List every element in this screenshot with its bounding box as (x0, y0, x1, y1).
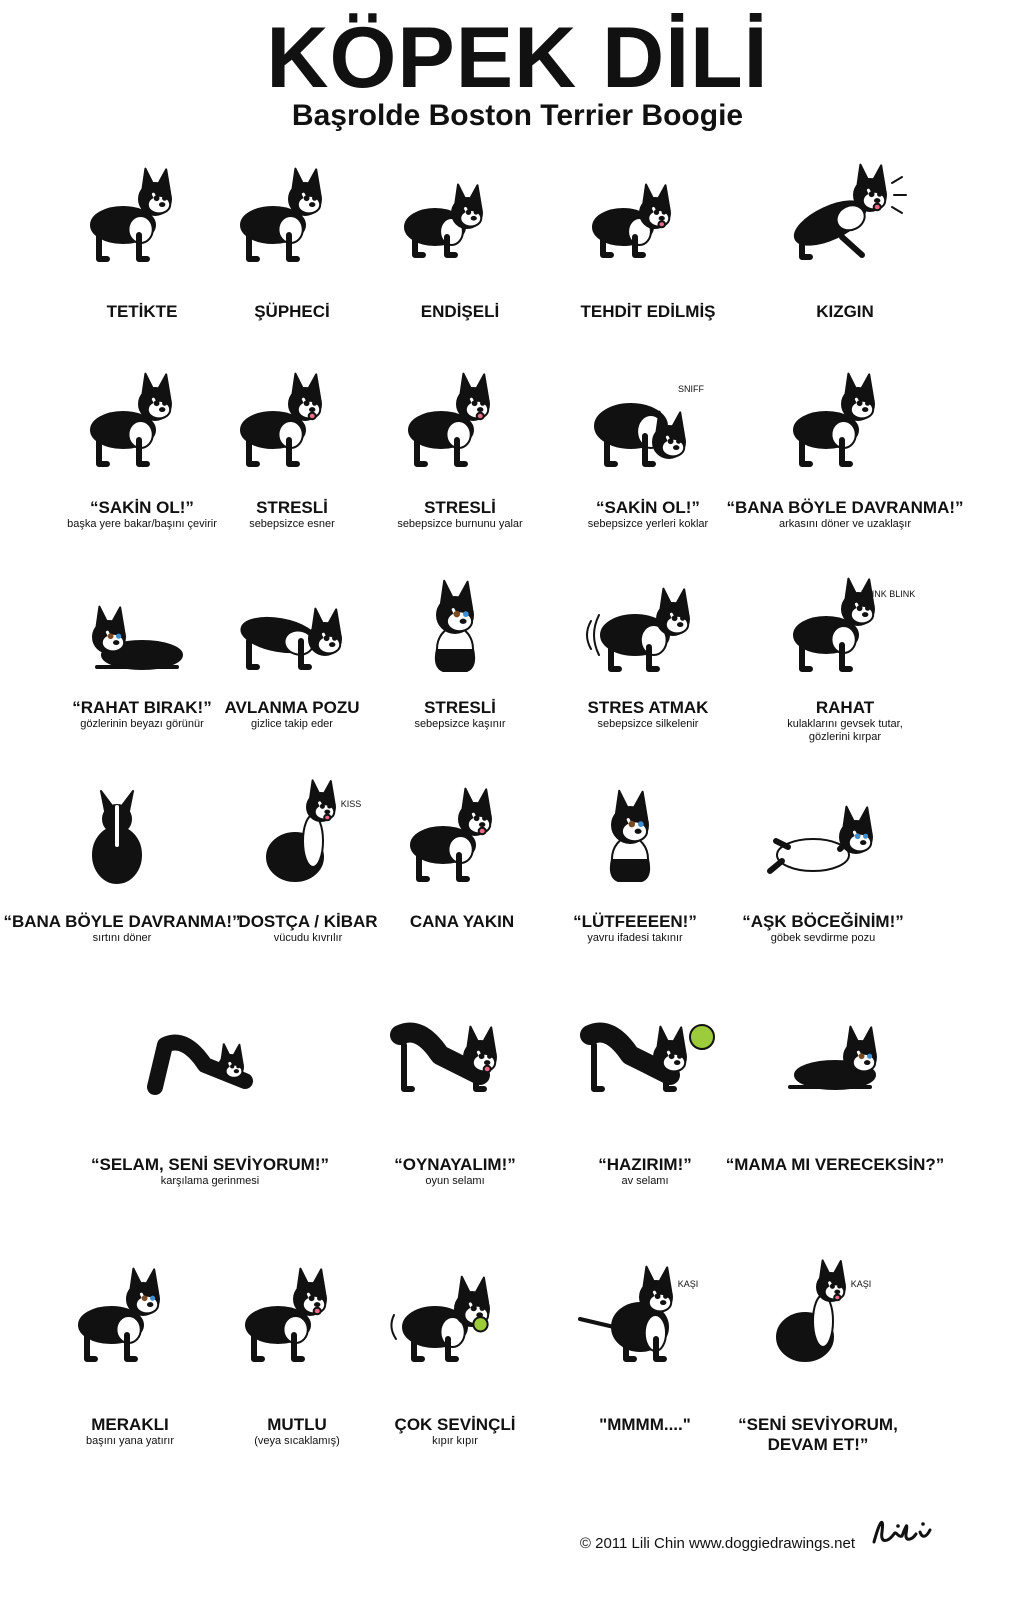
alert-dog-icon (67, 155, 217, 285)
pose-description: kıpır kıpır (432, 1435, 478, 1447)
dog-illustration (385, 360, 535, 490)
dog-illustration (570, 985, 720, 1115)
pose-label: CANA YAKIN (409, 912, 515, 931)
play-bow-dog-icon (380, 985, 530, 1115)
dog-illustration (135, 985, 285, 1115)
pose-label: STRESLİ (424, 698, 496, 717)
dog-illustration (387, 775, 537, 905)
signature-icon (868, 1512, 938, 1552)
pose-label: “SAKİN OL!” (596, 498, 700, 517)
pose-label: STRESLİ (256, 498, 328, 517)
happy-approach-dog-icon (387, 775, 537, 905)
dog-illustration (67, 360, 217, 490)
pose-label: “HAZIRIM!” (598, 1155, 692, 1174)
dog-illustration (743, 1255, 893, 1385)
worried-dog-icon (385, 155, 535, 285)
dog-illustration (748, 775, 898, 905)
dog-illustration (770, 360, 920, 490)
pose-caption (725, 498, 965, 531)
pose-caption (90, 1155, 330, 1188)
pose-description: sebepsizce silkelenir (597, 718, 699, 730)
pose-label: “MAMA MI VERECEKSİN?” (725, 1155, 945, 1174)
shaking-dog-icon (573, 565, 723, 695)
dog-illustration (380, 985, 530, 1115)
dog-illustration (570, 1255, 720, 1385)
pose-description: göbek sevdirme pozu (770, 932, 876, 944)
pose-label: STRESLİ (424, 498, 496, 517)
dog-illustration (760, 985, 910, 1115)
happy-dog-icon (222, 1255, 372, 1385)
stalking-dog-icon (217, 565, 367, 695)
dog-illustration (233, 775, 383, 905)
belly-rub-dog-icon (748, 775, 898, 905)
pose-description: kulaklarını gevsek tutar, gözlerini kırpar (787, 718, 903, 743)
dog-illustration (573, 565, 723, 695)
pose-label: STRES ATMAK (587, 698, 709, 717)
pleading-dog-icon (560, 775, 710, 905)
pose-description: oyun selamı (425, 1175, 485, 1187)
pose-description: gizlice takip eder (251, 718, 333, 730)
svg-text:KAŞI: KAŞI (850, 1279, 872, 1289)
pose-description: vücudu kıvrılır (273, 932, 343, 944)
dog-illustration (47, 775, 197, 905)
pose-caption (703, 912, 943, 945)
dog-illustration (380, 1255, 530, 1385)
pose-description: sebepsizce yerleri koklar (587, 518, 709, 530)
pose-description: gözlerinin beyazı görünür (80, 718, 204, 730)
licking-dog-icon (385, 360, 535, 490)
yawning-dog-icon (217, 360, 367, 490)
pose-label: “RAHAT BIRAK!” (72, 698, 212, 717)
friendly-dog-icon (233, 775, 383, 905)
mmmm-dog-icon (570, 1255, 720, 1385)
pose-caption (725, 302, 965, 322)
dog-illustration (560, 775, 710, 905)
curious-dog-icon (55, 1255, 205, 1385)
food-begging-dog-icon (760, 985, 910, 1115)
pose-description: başka yere bakar/başını çevirir (67, 518, 217, 530)
pose-description: sebepsizce burnunu yalar (397, 518, 523, 530)
copyright-footer: © 2011 Lili Chin www.doggiedrawings.net (579, 1535, 855, 1552)
dog-illustration (217, 155, 367, 285)
pose-description: (veya sıcaklamış) (254, 1435, 340, 1447)
excited-dog-icon (380, 1255, 530, 1385)
scratching-dog-icon (385, 565, 535, 695)
pose-label: AVLANMA POZU (224, 698, 360, 717)
pose-description: karşılama gerinmesi (160, 1175, 260, 1187)
pose-label: "MMMM...." (599, 1415, 691, 1434)
dog-illustration (385, 565, 535, 695)
suspicious-dog-icon (217, 155, 367, 285)
svg-text:KAŞI: KAŞI (677, 1279, 699, 1289)
pose-label: “SELAM, SENİ SEVİYORUM!” (90, 1155, 330, 1174)
leave-me-alone-dog-icon (67, 565, 217, 695)
pose-description: sırtını döner (92, 932, 152, 944)
artist-signature (868, 1512, 938, 1557)
page-subtitle: Başrolde Boston Terrier Boogie (291, 99, 744, 132)
pose-label: RAHAT (815, 698, 875, 717)
pose-label: “BANA BÖYLE DAVRANMA!” (3, 912, 241, 931)
pose-label: “OYNAYALIM!” (394, 1155, 516, 1174)
pose-caption (725, 698, 965, 744)
pose-caption (698, 1415, 938, 1455)
pose-label: “SAKİN OL!” (90, 498, 194, 517)
dog-illustration (217, 565, 367, 695)
pose-label: “BANA BÖYLE DAVRANMA!” (726, 498, 964, 517)
pose-label: TEHDİT EDİLMİŞ (580, 302, 716, 321)
pose-description: başını yana yatırır (85, 1435, 175, 1447)
pose-description: av selamı (621, 1175, 669, 1187)
dog-illustration (385, 155, 535, 285)
dog-illustration (222, 1255, 372, 1385)
dog-illustration (67, 155, 217, 285)
ready-dog-icon (570, 985, 720, 1115)
pose-label: MERAKLI (91, 1415, 169, 1434)
page-title: KÖPEK DİLİ (266, 10, 769, 106)
dog-illustration (67, 565, 217, 695)
pose-label: “LÜTFEEEEN!” (573, 912, 697, 931)
pose-label: “SENİ SEVİYORUM, DEVAM ET!” (738, 1415, 898, 1454)
svg-text:SNIFF: SNIFF (678, 384, 704, 394)
dog-illustration (573, 155, 723, 285)
pose-caption (715, 1155, 955, 1175)
calm-down-dog-icon (67, 360, 217, 490)
dog-illustration (770, 155, 920, 285)
pose-description: arkasını döner ve uzaklaşır (778, 518, 912, 530)
angry-dog-icon (770, 155, 920, 285)
sniffing-dog-icon (573, 360, 723, 490)
pose-label: MUTLU (267, 1415, 327, 1434)
pose-label: ÇOK SEVİNÇLİ (394, 1415, 516, 1434)
svg-text:BLINK BLINK: BLINK BLINK (860, 589, 916, 599)
love-dog-icon (743, 1255, 893, 1385)
pose-label: TETİKTE (106, 302, 178, 321)
pose-label: ENDİŞELİ (420, 302, 500, 321)
pose-label: “AŞK BÖCEĞİNİM!” (742, 912, 904, 931)
back-turned-dog-icon (47, 775, 197, 905)
dog-illustration (573, 360, 723, 490)
dog-illustration (770, 565, 920, 695)
svg-text:KISS: KISS (340, 799, 362, 809)
pose-description: sebepsizce esner (249, 518, 335, 530)
greeting-dog-icon (135, 985, 285, 1115)
dog-illustration (55, 1255, 205, 1385)
dog-illustration (217, 360, 367, 490)
pose-label: ŞÜPHECİ (254, 302, 330, 321)
turning-away-dog-icon (770, 360, 920, 490)
pose-label: DOSTÇA / KİBAR (238, 912, 378, 931)
threatened-dog-icon (573, 155, 723, 285)
pose-label: KIZGIN (816, 302, 874, 321)
relaxed-dog-icon (770, 565, 920, 695)
pose-description: sebepsizce kaşınır (414, 718, 506, 730)
pose-description: yavru ifadesi takınır (587, 932, 683, 944)
